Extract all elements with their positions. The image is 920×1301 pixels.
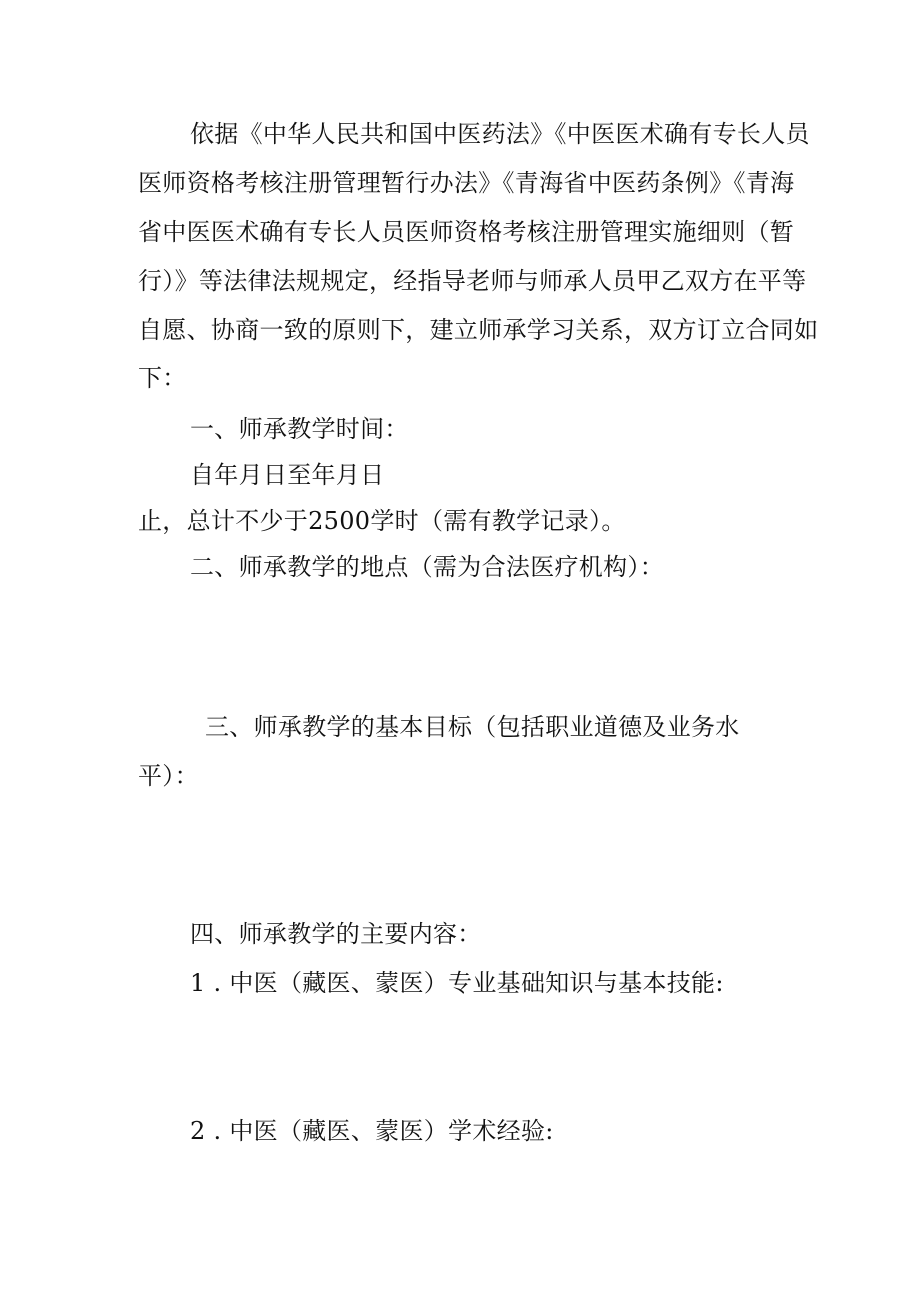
section-2-heading: 二、师承教学的地点（需为合法医疗机构）： — [190, 553, 664, 581]
preamble-line-6: 下： — [138, 364, 187, 392]
preamble-line-3: 省中医医术确有专长人员医师资格考核注册管理实施细则（暂 — [138, 218, 795, 246]
section-1-period-line: 自年月日至年月日 — [190, 461, 385, 489]
preamble-line-1: 依据《中华人民共和国中医药法》《中医医术确有专长人员 — [190, 120, 810, 148]
section-4-item-1: 1 . 中医（藏医、蒙医）专业基础知识与基本技能: — [190, 969, 724, 997]
section-3-heading-line-1: 三、师承教学的基本目标（包括职业道德及业务水 — [205, 713, 740, 741]
section-1-hours-line: 止，总计不少于2500学时（需有教学记录）。 — [138, 507, 626, 535]
section-1-heading: 一、师承教学时间： — [190, 415, 409, 443]
section-4-item-2: 2 . 中医（藏医、蒙医）学术经验: — [190, 1117, 554, 1145]
preamble-line-5: 自愿、协商一致的原则下，建立师承学习关系，双方订立合同如 — [138, 316, 819, 344]
section-3-heading-line-2: 平）： — [138, 762, 199, 790]
preamble-line-4: 行）》等法律法规规定，经指导老师与师承人员甲乙双方在平等 — [138, 267, 807, 295]
section-4-heading: 四、师承教学的主要内容： — [190, 920, 482, 948]
preamble-line-2: 医师资格考核注册管理暂行办法》《青海省中医药条例》《青海 — [138, 169, 795, 197]
